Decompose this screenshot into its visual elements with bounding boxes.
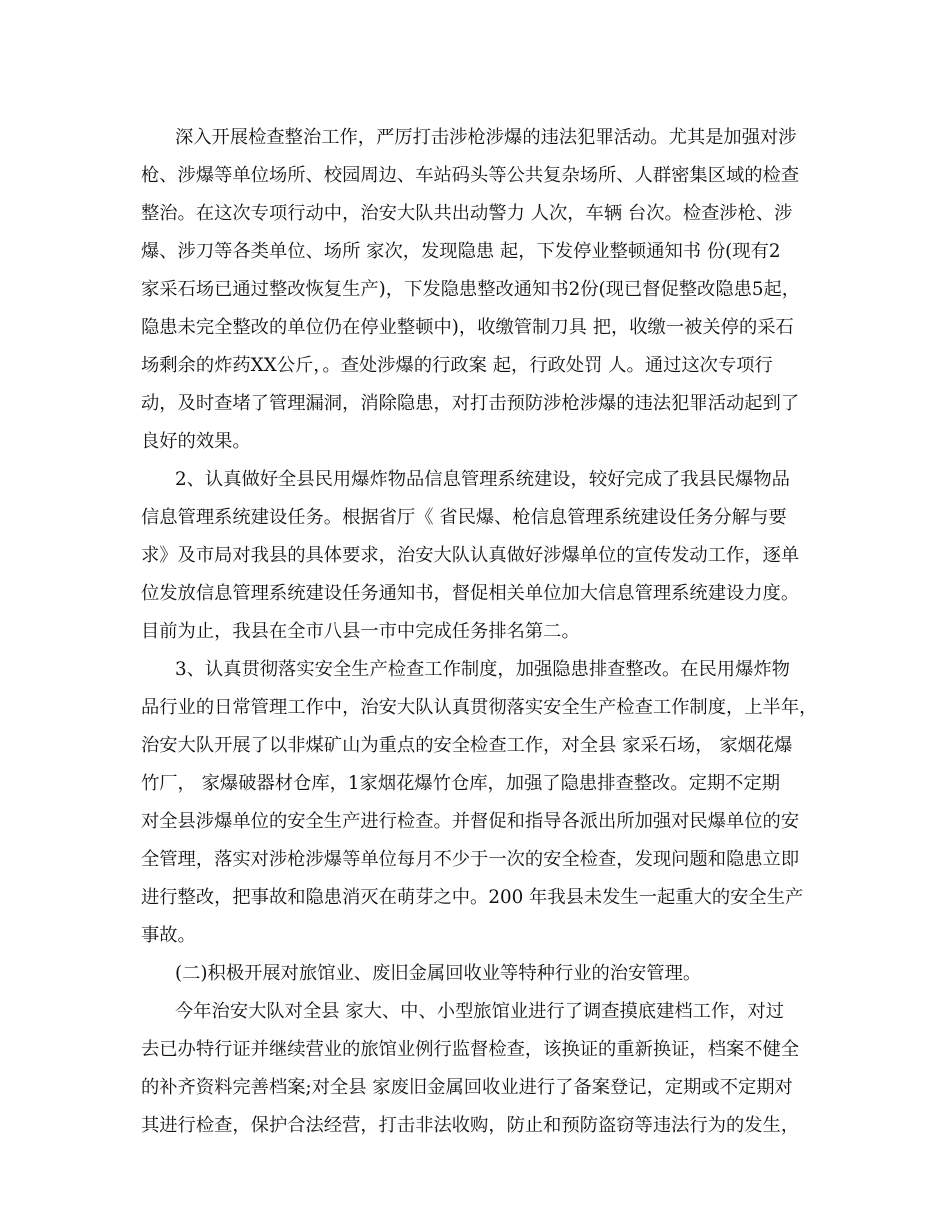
text-line: 品行业的日常管理工作中，治安大队认真贯彻落实安全生产检查工作制度，上半年， [141, 697, 818, 718]
text-line: 深入开展检查整治工作，严厉打击涉枪涉爆的违法犯罪活动。尤其是加强对涉 [175, 127, 797, 148]
text-line: 家采石场已通过整改恢复生产)，下发隐患整改通知书2份(现已督促整改隐患5起， [141, 279, 801, 300]
text-line: 2、认真做好全县民用爆炸物品信息管理系统建设，较好完成了我县民爆物品 [175, 469, 790, 490]
paragraph [141, 461, 832, 651]
text-line: (二)积极开展对旅馆业、废旧金属回收业等特种行业的治安管理。 [175, 963, 702, 984]
text-line: 进行整改，把事故和隐患消灭在萌芽之中。200 年我县未发生一起重大的安全生产 [141, 887, 804, 908]
text-line: 枪、涉爆等单位场所、校园周边、车站码头等公共复杂场所、人群密集区域的检查 [141, 165, 800, 186]
text-line: 事故。 [141, 925, 196, 946]
paragraph [141, 993, 832, 1145]
text-line: 场剩余的炸药XX公斤，。查处涉爆的行政案 起，行政处罚 人。通过这次专项行 [141, 355, 773, 376]
paragraph [141, 119, 832, 461]
text-line: 3、认真贯彻落实安全生产检查工作制度，加强隐患排查整改。在民用爆炸物 [175, 659, 790, 680]
text-line: 良好的效果。 [141, 431, 251, 452]
text-line: 今年治安大队对全县 家大、中、小型旅馆业进行了调查摸底建档工作，对过 [175, 1001, 785, 1022]
text-line: 爆、涉刀等各类单位、场所 家次，发现隐患 起，下发停业整顿通知书 份(现有2 [141, 241, 781, 262]
text-line: 去已办特行证并继续营业的旅馆业例行监督检查，该换证的重新换证，档案不健全 [141, 1039, 800, 1060]
text-line: 全管理，落实对涉枪涉爆等单位每月不少于一次的安全检查，发现问题和隐患立即 [141, 849, 800, 870]
text-line: 动，及时查堵了管理漏洞，消除隐患，对打击预防涉枪涉爆的违法犯罪活动起到了 [141, 393, 800, 414]
text-line: 其进行检查，保护合法经营，打击非法收购，防止和预防盗窃等违法行为的发生， [141, 1115, 800, 1136]
text-line: 治安大队开展了以非煤矿山为重点的安全检查工作，对全县 家采石场， 家烟花爆 [141, 735, 793, 756]
text-line: 的补齐资料完善档案;对全县 家废旧金属回收业进行了备案登记，定期或不定期对 [141, 1077, 793, 1098]
text-line: 信息管理系统建设任务。根据省厅《 省民爆、枪信息管理系统建设任务分解与要 [141, 507, 787, 528]
text-line: 竹厂， 家爆破器材仓库，1家烟花爆竹仓库，加强了隐患排查整改。定期不定期 [141, 773, 781, 794]
document-body [141, 119, 832, 1145]
text-line: 求》及市局对我县的具体要求，治安大队认真做好涉爆单位的宣传发动工作，逐单 [141, 545, 800, 566]
text-line: 目前为止，我县在全市八县一市中完成任务排名第二。 [141, 621, 580, 642]
text-line: 位发放信息管理系统建设任务通知书，督促相关单位加大信息管理系统建设力度。 [141, 583, 800, 604]
paragraph [141, 955, 832, 993]
text-line: 整治。在这次专项行动中，治安大队共出动警力 人次，车辆 台次。检查涉枪、涉 [141, 203, 793, 224]
paragraph [141, 651, 832, 955]
text-line: 隐患未完全整改的单位仍在停业整顿中)，收缴管制刀具 把，收缴一被关停的采石 [141, 317, 794, 338]
text-line: 对全县涉爆单位的安全生产进行检查。并督促和指导各派出所加强对民爆单位的安 [141, 811, 800, 832]
